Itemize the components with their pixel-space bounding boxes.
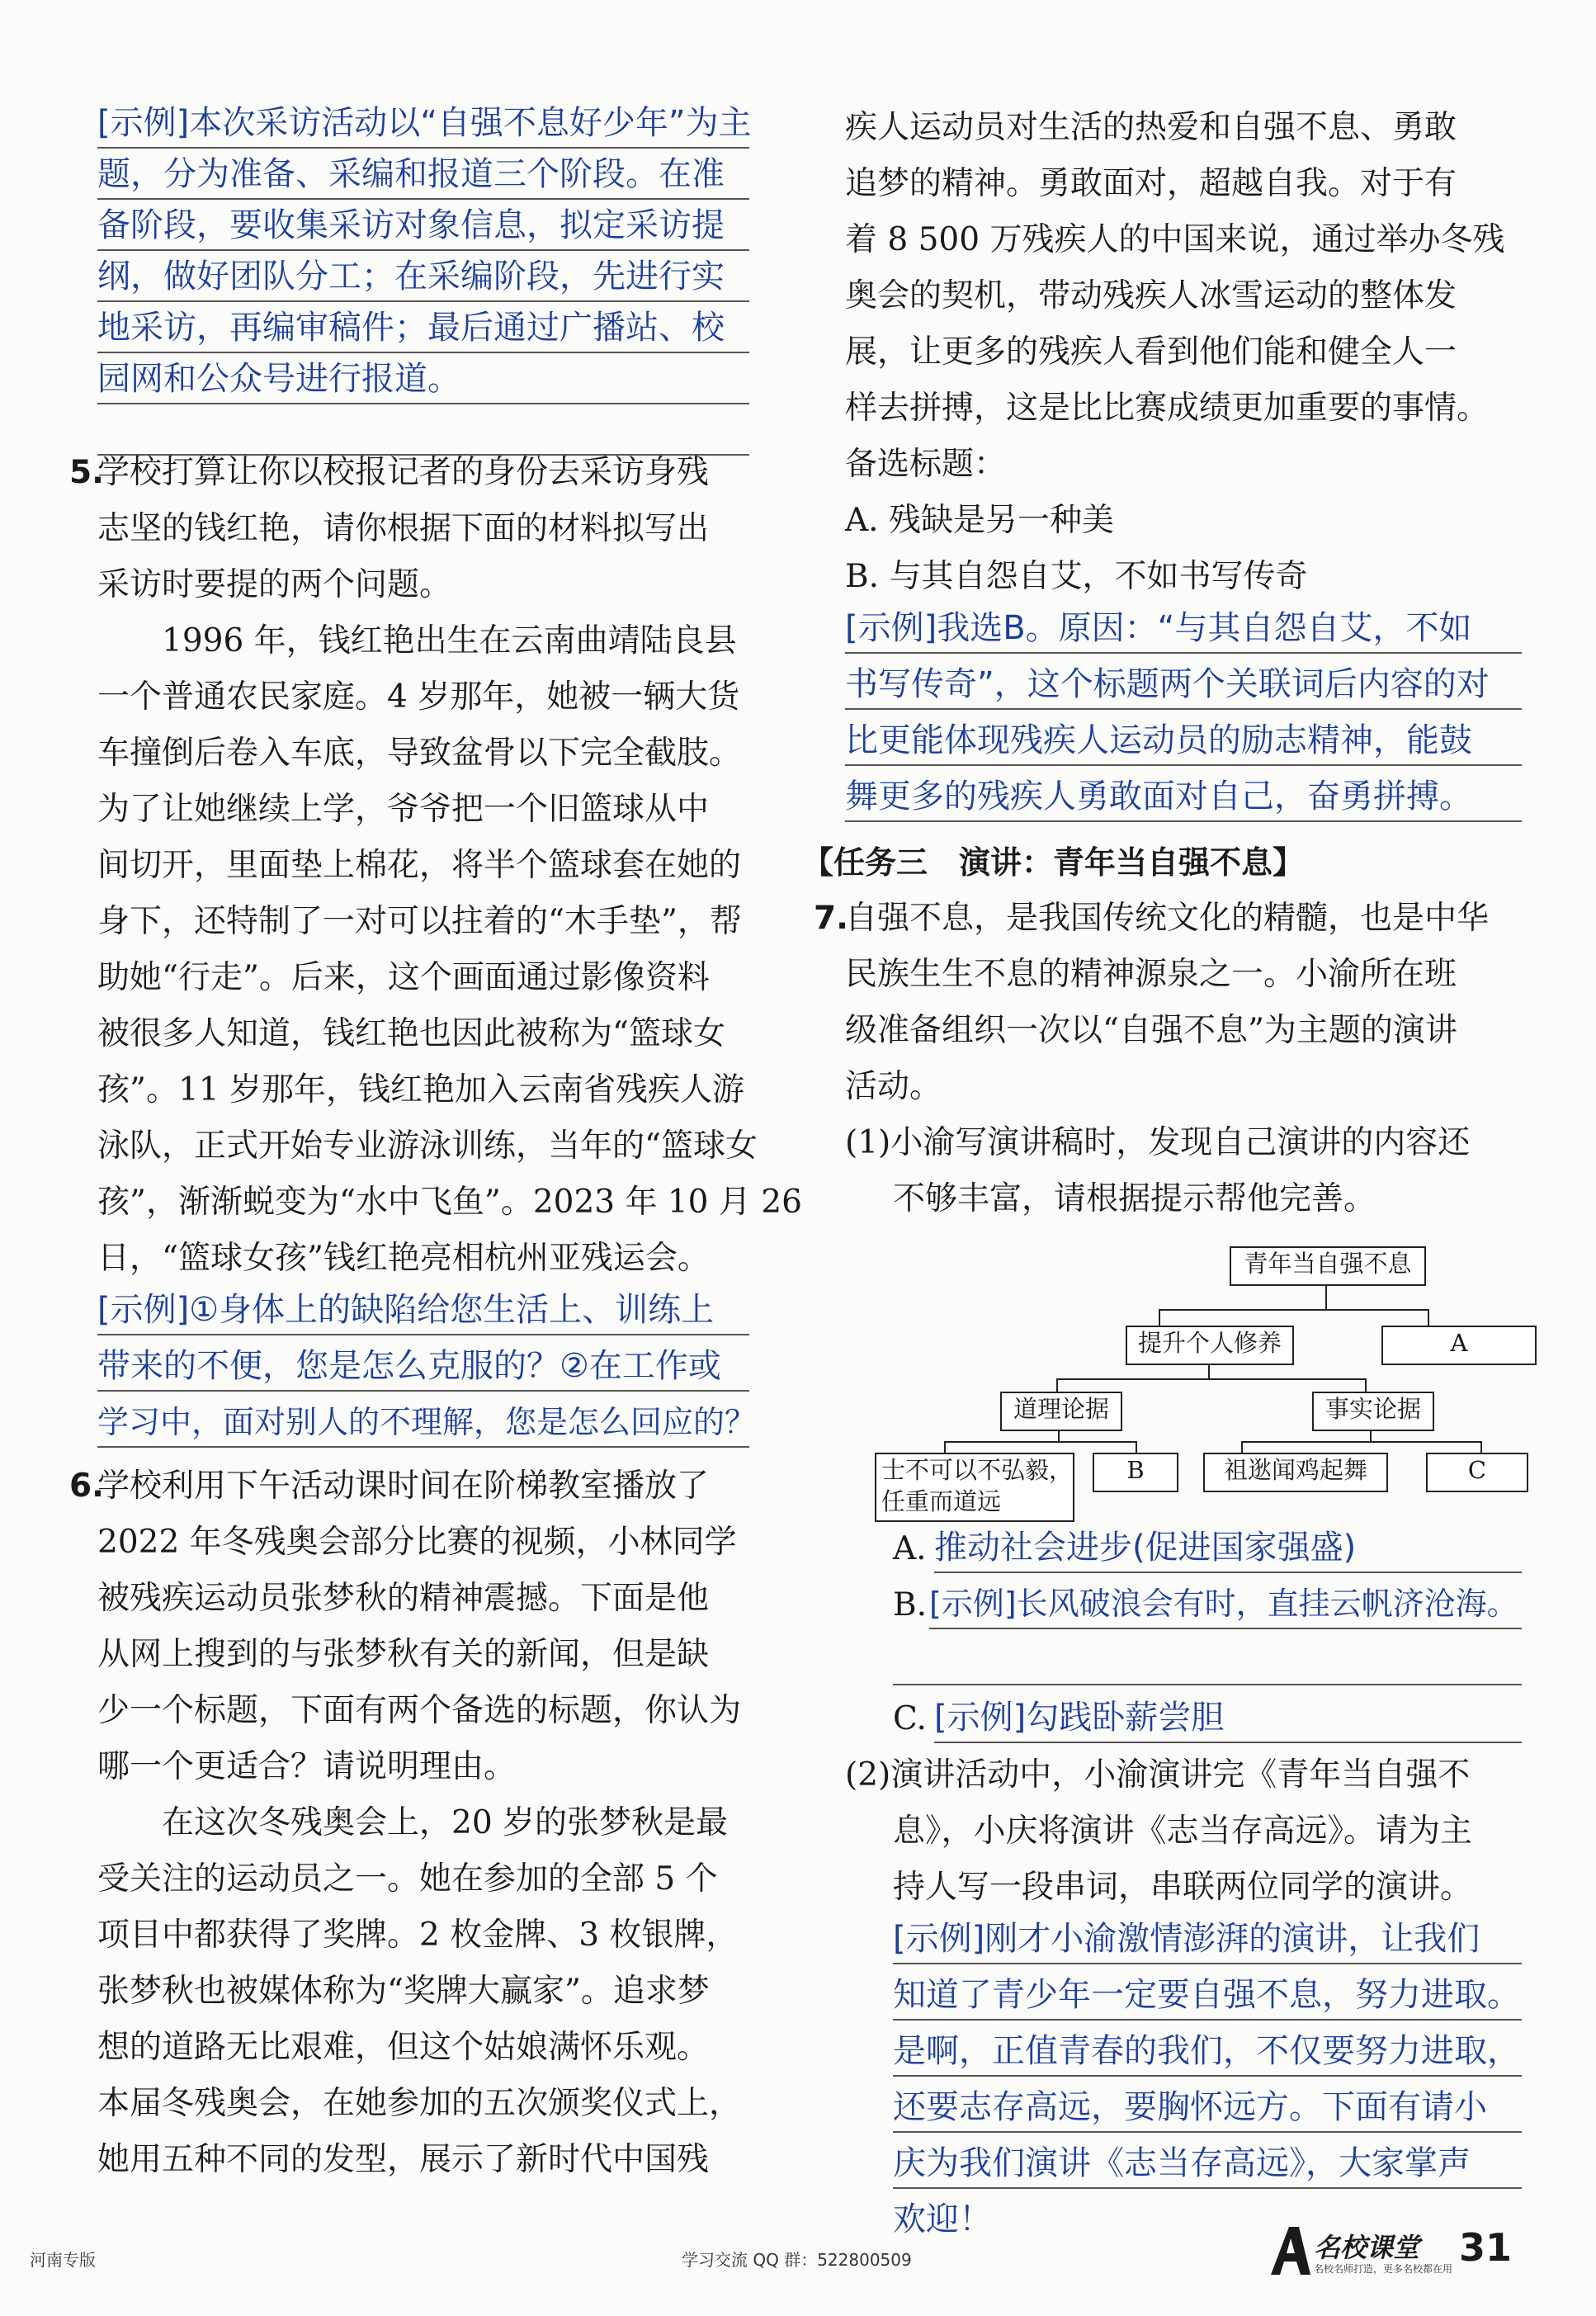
diagram-leaf-quote-line2: 任重而道远: [881, 1487, 1002, 1515]
answer-line: [97, 1286, 749, 1335]
answer-line: [97, 355, 749, 404]
question-prompt: 学校打算让你以校报记者的身份去采访身残: [97, 454, 710, 491]
material-text: 间切开，里面垫上棉花，将半个篮球套在她的: [97, 847, 742, 884]
answer-text: 学习中，面对别人的不理解，您是怎么回应的？: [97, 1404, 757, 1440]
sub-question: 息》，小庆将演讲《志当存高远》。请为主: [893, 1813, 1473, 1850]
answer-line: [893, 2027, 1522, 2077]
material-text: 助她“行走”。后来，这个画面通过影像资料: [97, 959, 710, 996]
answer-line: [845, 773, 1522, 822]
material-text: 张梦秋也被媒体称为“奖牌大赢家”。追求梦: [97, 1973, 710, 2010]
question-prompt: 从网上搜到的与张梦秋有关的新闻，但是缺: [97, 1636, 710, 1673]
material-text: 受关注的运动员之一。她在参加的全部 5 个: [97, 1860, 718, 1898]
brand-a-icon: [1268, 2224, 1314, 2276]
material-text: 1996 年，钱红艳出生在云南曲靖陆良县: [162, 622, 737, 659]
diagram-node-a: A: [1381, 1326, 1537, 1365]
answer-b-label: B.: [893, 1586, 928, 1624]
sub-question: 持人写一段串词，串联两位同学的演讲。: [893, 1869, 1473, 1906]
answer-line: [893, 1971, 1522, 2021]
answer-text: 带来的不便，您是怎么克服的？②在工作或: [97, 1347, 721, 1385]
sub-question: (2)演讲活动中，小渝演讲完《青年当自强不: [845, 1756, 1471, 1794]
question-prompt: 学校利用下午活动课时间在阶梯教室播放了: [97, 1468, 710, 1505]
answer-line: [97, 304, 749, 353]
answer-text: 地采访，再编审稿件；最后通过广播站、校: [97, 309, 725, 347]
question-prompt: 自强不息，是我国传统文化的精髓，也是中华: [845, 900, 1490, 937]
question-prompt: 活动。: [845, 1068, 942, 1105]
question-prompt: 采访时要提的两个问题。: [97, 566, 452, 603]
option-b: B. 与其自怨自艾，不如书写传奇: [845, 558, 1308, 595]
diagram-node-reasoning-evidence: 道理论据: [1000, 1392, 1122, 1431]
material-text: 本届冬残奥会，在她参加的五次颁奖仪式上，: [97, 2085, 742, 2122]
diagram-node-factual-evidence: 事实论据: [1312, 1392, 1434, 1431]
material-text: 展，让更多的残疾人看到他们能和健全人一: [845, 333, 1457, 371]
edition-label: 河南专版: [30, 2250, 96, 2270]
question-prompt: 2022 年冬残奥会部分比赛的视频，小林同学: [97, 1524, 737, 1561]
answer-line: [97, 150, 749, 200]
answer-line-blank: [97, 406, 749, 456]
brand-logo: [1268, 2224, 1453, 2281]
material-text: 在这次冬残奥会上，20 岁的张梦秋是最: [162, 1804, 729, 1841]
answer-text: 园网和公众号进行报道。: [97, 360, 460, 398]
answer-line: [893, 2139, 1522, 2189]
answer-text: 舞更多的残疾人勇敢面对自己，奋勇拼搏。: [845, 778, 1472, 815]
diagram-leaf-zuti: 祖逖闻鸡起舞: [1203, 1453, 1388, 1492]
material-text: 她用五种不同的发型，展示了新时代中国残: [97, 2141, 710, 2178]
answer-a-label: A.: [893, 1530, 927, 1567]
question-number: 7.: [814, 900, 848, 937]
material-text: 车撞倒后卷入车底，导致盆骨以下完全截肢。: [97, 735, 742, 772]
material-text: 日，“篮球女孩”钱红艳亮相杭州亚残运会。: [97, 1240, 710, 1277]
answer-a: 推动社会进步(促进国家强盛): [934, 1529, 1357, 1567]
answer-text: 是啊，正值青春的我们，不仅要努力进取，: [893, 2032, 1520, 2070]
answer-line: [934, 1524, 1522, 1573]
question-number: 6.: [69, 1468, 104, 1505]
answer-text: 备阶段，要收集采访对象信息，拟定采访提: [97, 206, 725, 244]
answer-text: 比更能体现残疾人运动员的励志精神，能鼓: [845, 721, 1472, 759]
diagram-node-b: B: [1093, 1453, 1178, 1492]
answer-line: [97, 1342, 749, 1392]
answer-line: [929, 1580, 1522, 1629]
answer-text: 还要志存高远，要胸怀远方。下面有请小: [893, 2088, 1487, 2126]
material-text: 奥会的契机，带动残疾人冰雪运动的整体发: [845, 277, 1457, 314]
brand-name: 名校课堂: [1314, 2232, 1420, 2263]
answer-text: 庆为我们演讲《志当存高远》，大家掌声: [893, 2144, 1471, 2182]
answer-text: [示例]①身体上的缺陷给您生活上、训练上: [97, 1291, 715, 1329]
question-number: 5.: [69, 454, 104, 491]
answer-line: [893, 2083, 1522, 2133]
answer-line: [97, 1398, 757, 1448]
diagram-node-c: C: [1426, 1453, 1528, 1492]
question-prompt: 志坚的钱红艳，请你根据下面的材料拟写出: [97, 510, 710, 547]
sub-question: (1)小渝写演讲稿时，发现自己演讲的内容还: [845, 1124, 1471, 1161]
material-text: 孩”。11 岁那年，钱红艳加入云南省残疾人游: [97, 1071, 744, 1108]
question-prompt: 被残疾运动员张梦秋的精神震撼。下面是他: [97, 1580, 710, 1617]
task-heading: 【任务三 演讲：青年当自强不息】: [802, 844, 1305, 881]
material-text: 着 8 500 万残疾人的中国来说，通过举办冬残: [845, 221, 1505, 258]
argument-diagram: [845, 1238, 1522, 1519]
answer-text: 知道了青少年一定要自强不息，努力进取。: [893, 1976, 1520, 2014]
diagram-node-self-cultivation: 提升个人修养: [1126, 1326, 1294, 1365]
answer-c: [示例]勾践卧薪尝胆: [934, 1699, 1225, 1737]
diagram-root: 青年当自强不息: [1230, 1246, 1426, 1286]
answer-c-label: C.: [893, 1700, 927, 1737]
answer-text: 欢迎！: [893, 2200, 992, 2238]
answer-line-blank: [893, 1636, 1522, 1685]
answer-text: [示例]刚才小渝激情澎湃的演讲，让我们: [893, 1920, 1480, 1958]
material-text: 被很多人知道，钱红艳也因此被称为“篮球女: [97, 1015, 725, 1052]
answer-text: [示例]本次采访活动以“自强不息好少年”为主: [97, 104, 752, 142]
material-text: 孩”，渐渐蜕变为“水中飞鱼”。2023 年 10 月 26: [97, 1184, 802, 1221]
question-prompt: 民族生生不息的精神源泉之一。小渝所在班: [845, 956, 1457, 993]
answer-line: [845, 604, 1522, 654]
answer-line: [845, 716, 1522, 766]
answer-text: 题，分为准备、采编和报道三个阶段。在准: [97, 155, 725, 193]
answer-line: [893, 1915, 1522, 1964]
answer-text: 纲，做好团队分工；在采编阶段，先进行实: [97, 258, 725, 295]
answer-b: [示例]长风破浪会有时，直挂云帆济沧海。: [929, 1586, 1518, 1622]
right-column: [802, 0, 1522, 2316]
answer-text: [示例]我选B。原因：“与其自怨自艾，不如: [845, 609, 1472, 647]
option-a: A. 残缺是另一种美: [845, 502, 1114, 539]
answer-line: [845, 660, 1522, 710]
material-text: 为了让她继续上学，爷爷把一个旧篮球从中: [97, 791, 710, 828]
material-text: 追梦的精神。勇敢面对，超越自我。对于有: [845, 165, 1457, 202]
material-text: 项目中都获得了奖牌。2 枚金牌、3 枚银牌，: [97, 1917, 739, 1954]
brand-tagline: 名校名师打造，更多名校都在用: [1314, 2263, 1453, 2275]
question-prompt: 哪一个更适合？请说明理由。: [97, 1748, 517, 1785]
answer-line: [97, 99, 752, 149]
page-number: 31: [1459, 2225, 1513, 2270]
material-text: 想的道路无比艰难，但这个姑娘满怀乐观。: [97, 2029, 710, 2066]
sub-question: 不够丰富，请根据提示帮他完善。: [893, 1180, 1376, 1217]
question-prompt: 级准备组织一次以“自强不息”为主题的演讲: [845, 1012, 1457, 1049]
answer-line: [97, 253, 749, 302]
material-text: 身下，还特制了一对可以拄着的“木手垫”，帮: [97, 903, 742, 940]
question-prompt: 少一个标题，下面有两个备选的标题，你认为: [97, 1692, 742, 1729]
diagram-leaf-quote-line1: 士不可以不弘毅，: [881, 1456, 1074, 1484]
answer-line: [934, 1694, 1522, 1743]
material-text: 样去拼搏，这是比比赛成绩更加重要的事情。: [845, 390, 1490, 427]
answer-line: [97, 201, 749, 251]
material-text: 一个普通农民家庭。4 岁那年，她被一辆大货: [97, 678, 740, 716]
answer-text: 书写传奇”，这个标题两个关联词后内容的对: [845, 665, 1490, 703]
qq-group: 学习交流 QQ 群：522800509: [682, 2250, 912, 2270]
options-label: 备选标题：: [845, 446, 1007, 483]
material-text: 泳队，正式开始专业游泳训练，当年的“篮球女: [97, 1127, 758, 1165]
diagram-leaf-quote: [875, 1453, 1074, 1522]
material-text: 疾人运动员对生活的热爱和自强不息、勇敢: [845, 109, 1457, 146]
